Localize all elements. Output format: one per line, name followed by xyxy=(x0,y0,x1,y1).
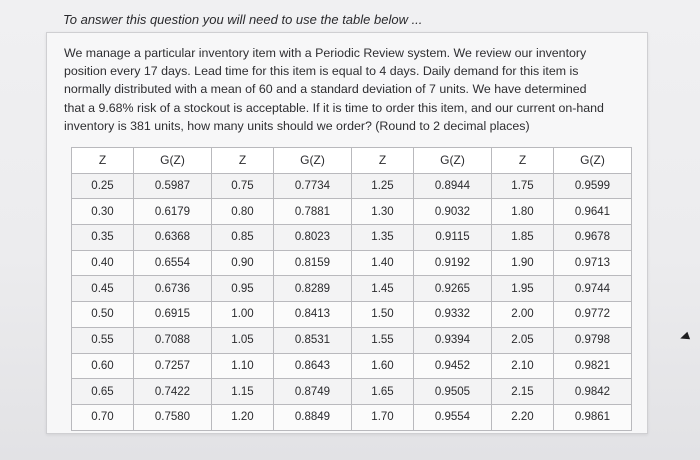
z-value-cell: 1.85 xyxy=(492,225,554,251)
gz-value-cell: 0.9772 xyxy=(554,302,632,328)
z-value-cell: 1.70 xyxy=(352,404,414,430)
z-value-cell: 1.10 xyxy=(212,353,274,379)
z-value-cell: 1.00 xyxy=(212,302,274,328)
gz-value-cell: 0.9798 xyxy=(554,327,632,353)
z-value-cell: 0.70 xyxy=(72,404,134,430)
z-value-cell: 0.30 xyxy=(72,199,134,225)
gz-value-cell: 0.9192 xyxy=(414,250,492,276)
gz-value-cell: 0.9032 xyxy=(414,199,492,225)
header-gz: G(Z) xyxy=(414,148,492,174)
gz-value-cell: 0.9713 xyxy=(554,250,632,276)
z-value-cell: 1.95 xyxy=(492,276,554,302)
z-value-cell: 1.30 xyxy=(352,199,414,225)
gz-value-cell: 0.7580 xyxy=(134,404,212,430)
z-value-cell: 1.65 xyxy=(352,379,414,405)
intro-text: To answer this question you will need to use the table below ... xyxy=(63,12,423,27)
z-value-cell: 2.10 xyxy=(492,353,554,379)
table-row xyxy=(72,404,632,430)
question-line: position every 17 days. Lead time for this item is equal to 4 days. Daily demand for this item is xyxy=(64,64,579,79)
gz-value-cell: 0.8159 xyxy=(274,250,352,276)
gz-value-cell: 0.8023 xyxy=(274,225,352,251)
gz-value-cell: 0.6554 xyxy=(134,250,212,276)
z-value-cell: 0.65 xyxy=(72,379,134,405)
z-value-cell: 1.75 xyxy=(492,173,554,199)
z-value-cell: 2.15 xyxy=(492,379,554,405)
table-row xyxy=(72,353,632,379)
question-line: We manage a particular inventory item with a Periodic Review system. We review our inventory xyxy=(64,46,587,60)
z-value-cell: 1.25 xyxy=(352,173,414,199)
header-gz: G(Z) xyxy=(554,148,632,174)
table-header-row xyxy=(72,148,632,174)
header-gz: G(Z) xyxy=(134,148,212,174)
question-card xyxy=(46,32,648,434)
question-text xyxy=(64,44,642,135)
z-value-cell: 0.60 xyxy=(72,353,134,379)
z-value-cell: 0.45 xyxy=(72,276,134,302)
gz-value-cell: 0.9842 xyxy=(554,379,632,405)
z-value-cell: 0.95 xyxy=(212,276,274,302)
gz-value-cell: 0.9744 xyxy=(554,276,632,302)
z-gz-table xyxy=(71,147,632,431)
table-row xyxy=(72,276,632,302)
z-value-cell: 1.35 xyxy=(352,225,414,251)
gz-value-cell: 0.8289 xyxy=(274,276,352,302)
z-value-cell: 0.55 xyxy=(72,327,134,353)
table-row xyxy=(72,173,632,199)
gz-value-cell: 0.7734 xyxy=(274,173,352,199)
gz-value-cell: 0.8413 xyxy=(274,302,352,328)
gz-value-cell: 0.6368 xyxy=(134,225,212,251)
z-value-cell: 1.55 xyxy=(352,327,414,353)
z-value-cell: 2.20 xyxy=(492,404,554,430)
z-value-cell: 1.20 xyxy=(212,404,274,430)
header-z: Z xyxy=(492,148,554,174)
question-line: inventory is 381 units, how many units should we order? (Round to 2 decimal places) xyxy=(64,118,530,133)
gz-value-cell: 0.9861 xyxy=(554,404,632,430)
z-value-cell: 0.25 xyxy=(72,173,134,199)
gz-value-cell: 0.6179 xyxy=(134,199,212,225)
question-line: normally distributed with a mean of 60 and a standard deviation of 7 units. We have determined xyxy=(64,82,587,97)
gz-value-cell: 0.7881 xyxy=(274,199,352,225)
table-row xyxy=(72,250,632,276)
z-value-cell: 1.45 xyxy=(352,276,414,302)
z-value-cell: 1.60 xyxy=(352,353,414,379)
gz-value-cell: 0.9332 xyxy=(414,302,492,328)
gz-value-cell: 0.9599 xyxy=(554,173,632,199)
gz-value-cell: 0.9554 xyxy=(414,404,492,430)
gz-value-cell: 0.9678 xyxy=(554,225,632,251)
gz-value-cell: 0.8531 xyxy=(274,327,352,353)
table-row xyxy=(72,379,632,405)
z-value-cell: 0.85 xyxy=(212,225,274,251)
table-body xyxy=(72,173,632,430)
gz-value-cell: 0.8849 xyxy=(274,404,352,430)
gz-value-cell: 0.7257 xyxy=(134,353,212,379)
z-value-cell: 1.05 xyxy=(212,327,274,353)
header-z: Z xyxy=(72,148,134,174)
table-row xyxy=(72,302,632,328)
gz-value-cell: 0.7422 xyxy=(134,379,212,405)
gz-value-cell: 0.9265 xyxy=(414,276,492,302)
z-value-cell: 1.80 xyxy=(492,199,554,225)
gz-value-cell: 0.9394 xyxy=(414,327,492,353)
z-value-cell: 1.90 xyxy=(492,250,554,276)
gz-value-cell: 0.9452 xyxy=(414,353,492,379)
z-value-cell: 0.80 xyxy=(212,199,274,225)
z-value-cell: 0.75 xyxy=(212,173,274,199)
z-value-cell: 1.50 xyxy=(352,302,414,328)
table-row xyxy=(72,199,632,225)
gz-value-cell: 0.9115 xyxy=(414,225,492,251)
z-value-cell: 1.15 xyxy=(212,379,274,405)
z-value-cell: 0.90 xyxy=(212,250,274,276)
header-gz: G(Z) xyxy=(274,148,352,174)
mouse-pointer-icon xyxy=(679,332,690,343)
z-value-cell: 2.00 xyxy=(492,302,554,328)
z-value-cell: 0.50 xyxy=(72,302,134,328)
table-row xyxy=(72,327,632,353)
z-value-cell: 0.35 xyxy=(72,225,134,251)
z-value-cell: 2.05 xyxy=(492,327,554,353)
gz-value-cell: 0.8749 xyxy=(274,379,352,405)
question-line: that a 9.68% risk of a stockout is acceptable. If it is time to order this item, and our current on-hand xyxy=(64,100,604,115)
gz-value-cell: 0.8944 xyxy=(414,173,492,199)
gz-value-cell: 0.9821 xyxy=(554,353,632,379)
z-value-cell: 0.40 xyxy=(72,250,134,276)
table-row xyxy=(72,225,632,251)
gz-value-cell: 0.8643 xyxy=(274,353,352,379)
z-value-cell: 1.40 xyxy=(352,250,414,276)
header-z: Z xyxy=(352,148,414,174)
gz-value-cell: 0.6736 xyxy=(134,276,212,302)
gz-value-cell: 0.7088 xyxy=(134,327,212,353)
gz-value-cell: 0.5987 xyxy=(134,173,212,199)
gz-value-cell: 0.9641 xyxy=(554,199,632,225)
gz-value-cell: 0.6915 xyxy=(134,302,212,328)
gz-value-cell: 0.9505 xyxy=(414,379,492,405)
header-z: Z xyxy=(212,148,274,174)
